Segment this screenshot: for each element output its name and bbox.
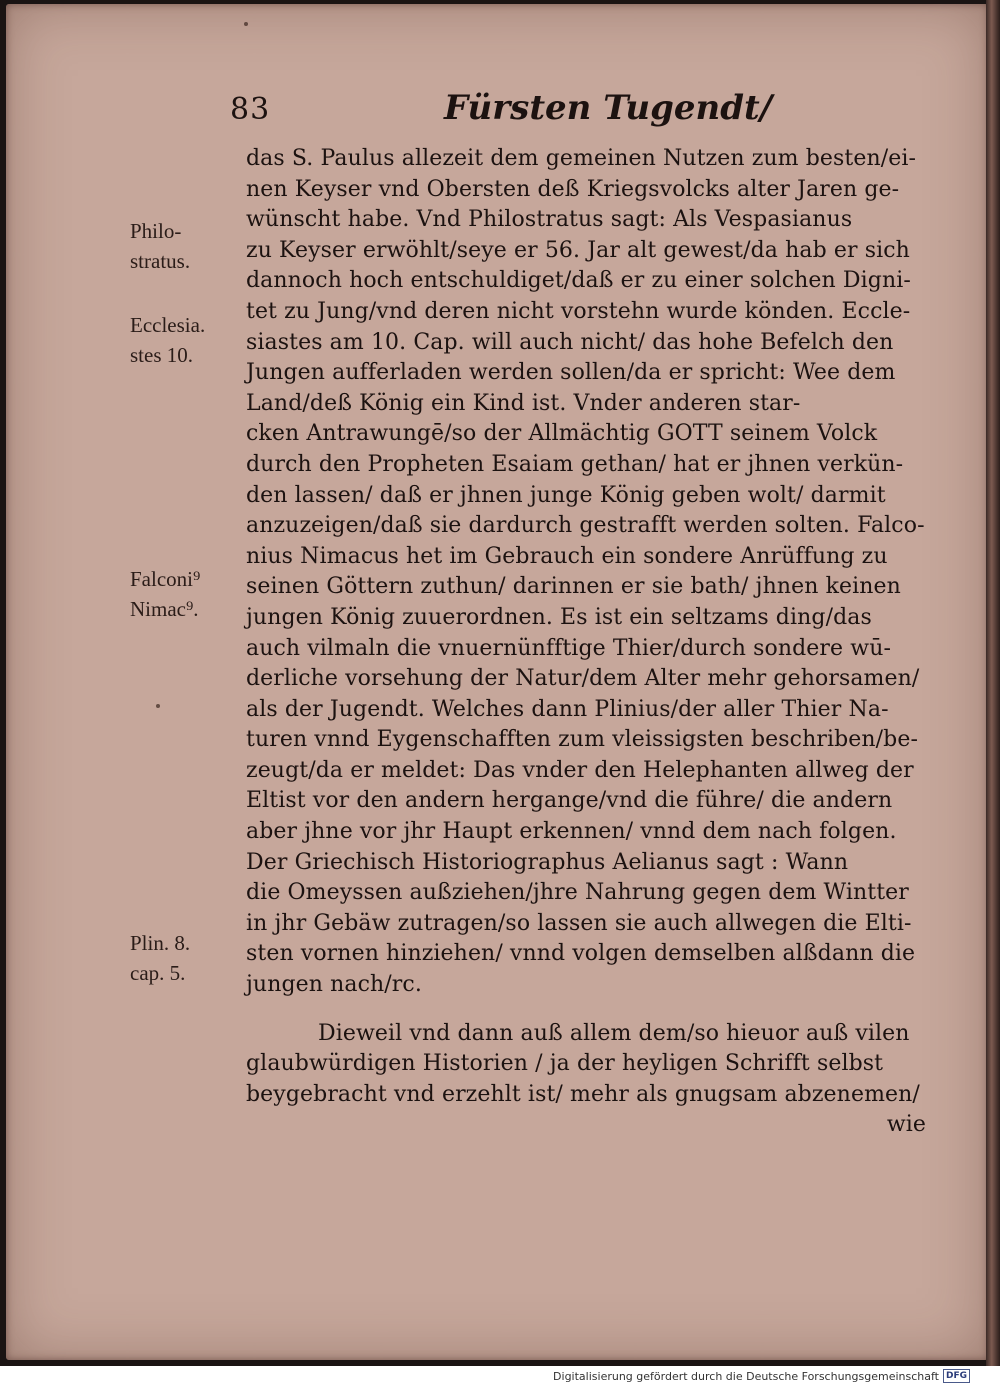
book-page <box>6 4 988 1360</box>
text-line: das S. Paulus allezeit dem gemeinen Nutzen zum besten/ei- <box>246 146 917 171</box>
text-line: siastes am 10. Cap. will auch nicht/ das hohe Befelch den <box>246 329 894 355</box>
text-line: cken Antrawungē/so der Allmächtig GOTT seinem Volck <box>246 421 878 447</box>
text-line: die Omeyssen außziehen/jhre Nahrung gegen dem Wintter <box>246 880 909 906</box>
text-line: anzuzeigen/daß sie dardurch gestrafft werden solten. Falco- <box>246 513 925 539</box>
text-line: Jungen aufferladen werden sollen/da er spricht: Wee dem <box>246 360 896 386</box>
text-line: nius Nimacus het im Gebrauch ein sondere Anrüffung zu <box>246 543 888 569</box>
text-line: nen Keyser vnd Obersten deß Kriegsvolcks alter Jaren ge- <box>246 176 900 202</box>
text-line: derliche vorsehung der Natur/dem Alter mehr gehorsamen/ <box>246 666 920 692</box>
funding-credit: Digitalisierung gefördert durch die Deutsche Forschungsgemeinschaft <box>553 1369 939 1383</box>
page-number: 83 <box>230 92 271 127</box>
text-line: als der Jugendt. Welches dann Plinius/der aller Thier Na- <box>246 696 889 722</box>
margin-note: Ecclesia. stes 10. <box>130 313 206 367</box>
text-line: zeugt/da er meldet: Das vnder den Helephanten allweg der <box>246 757 914 783</box>
text-line: jungen König zuuerordnen. Es ist ein seltzams ding/das <box>246 604 872 630</box>
text-line: jungen nach/rc. <box>246 972 422 998</box>
page-header <box>6 88 988 138</box>
text-line: beygebracht vnd erzehlt ist/ mehr als gnugsam abzenemen/ <box>246 1081 920 1107</box>
text-line: durch den Propheten Esaiam gethan/ hat er jhnen verkün- <box>246 451 904 477</box>
page-edge <box>986 0 1000 1366</box>
margin-note: Plin. 8. cap. 5. <box>130 931 191 985</box>
dfg-logo: DFG <box>943 1369 970 1383</box>
text-line: tet zu Jung/vnd deren nicht vorstehn wurde könden. Eccle- <box>246 298 911 324</box>
text-line: seinen Göttern zuthun/ darinnen er sie bath/ jhnen keinen <box>246 574 901 600</box>
text-line: Land/deß König ein Kind ist. Vnder anderen star- <box>246 390 801 416</box>
text-line: dannoch hoch entschuldiget/daß er zu einer solchen Digni- <box>246 268 911 294</box>
running-head: Fürsten Tugendt/ <box>444 88 773 128</box>
text-line: auch vilmaln die vnuernünfftige Thier/durch sondere wū- <box>246 635 891 661</box>
text-line: in jhr Gebäw zutragen/so lassen sie auch allwegen die Elti- <box>246 910 912 936</box>
text-line: aber jhne vor jhr Haupt erkennen/ vnnd dem nach folgen. <box>246 819 897 845</box>
text-line: Der Griechisch Historiographus Aelianus sagt : Wann <box>246 849 849 875</box>
paper-speck <box>244 22 248 26</box>
body-text <box>246 144 936 1141</box>
text-line: den lassen/ daß er jhnen junge König geben wolt/ darmit <box>246 482 886 508</box>
text-line: wünscht habe. Vnd Philostratus sagt: Als Vespasianus <box>246 207 853 233</box>
margin-note: Philo- stratus. <box>130 219 191 273</box>
paragraph-gap <box>246 1001 936 1019</box>
text-line: zu Keyser erwöhlt/seye er 56. Jar alt gewest/da hab er sich <box>246 237 910 263</box>
text-line: Eltist vor den andern hergange/vnd die führe/ die andern <box>246 788 893 814</box>
catchword: wie <box>886 1112 926 1138</box>
paper-speck <box>156 704 160 708</box>
text-line: Dieweil vnd dann auß allem dem/so hieuor auß vilen <box>318 1020 910 1046</box>
text-line: turen vnnd Eygenschafften zum vleissigsten beschriben/be- <box>246 727 919 753</box>
footer <box>553 1369 970 1383</box>
text-line: sten vornen hinziehen/ vnnd volgen demselben alßdann die <box>246 941 916 967</box>
text-line: glaubwürdigen Historien / ja der heyligen Schrifft selbst <box>246 1051 884 1077</box>
margin-note: Falconi⁹ Nimac⁹. <box>130 567 201 621</box>
